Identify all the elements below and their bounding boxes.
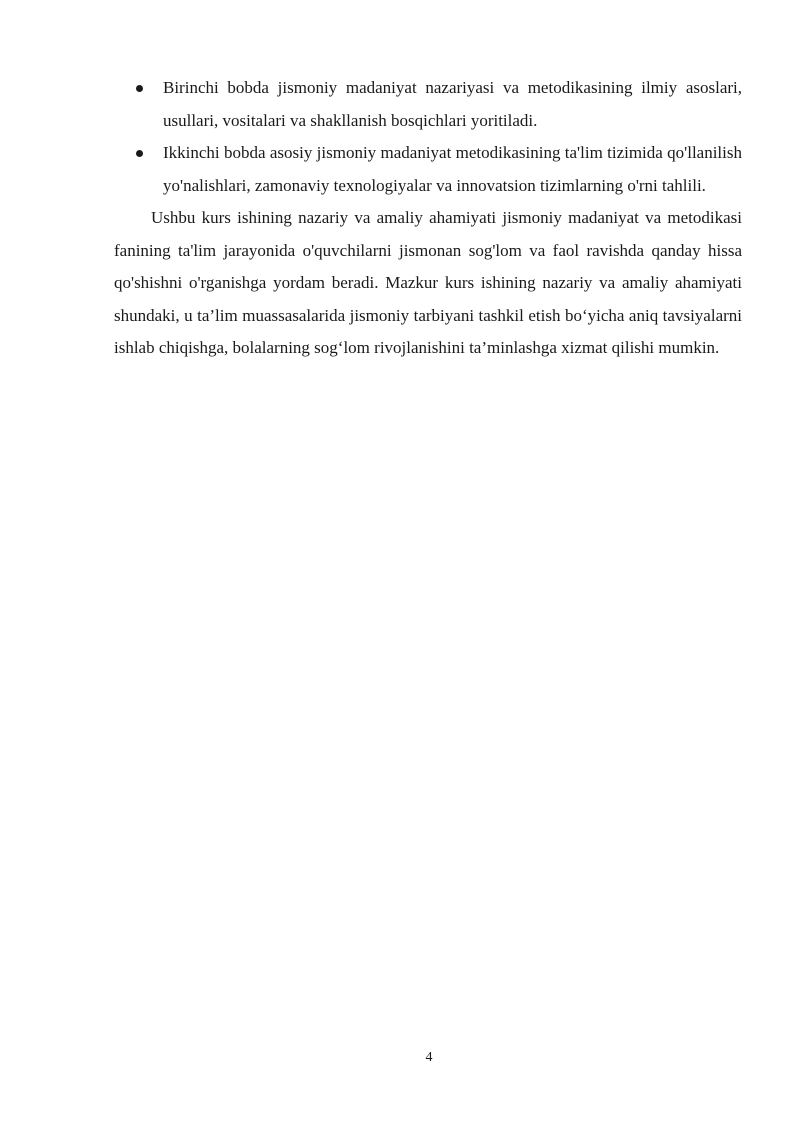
bullet-item-chapter-2 bbox=[114, 137, 742, 202]
bullet-text: Ikkinchi bobda asosiy jismoniy madaniyat metodikasining ta'lim tizimida qo'llanilish yo'nalishlari, zamonaviy texnologiyalar va innovatsion tizimlarning o'rni tahlili. bbox=[163, 143, 742, 195]
bullet-list bbox=[114, 72, 742, 202]
body-paragraph: Ushbu kurs ishining nazariy va amaliy ahamiyati jismoniy madaniyat va metodikasi fanining ta'lim jarayonida o'quvchilarni jismonan sog'lom va faol ravishda qanday hissa qo'shishni o'rganishga yordam beradi. Mazkur kurs ishining nazariy va amaliy ahamiyati shundaki, u ta’lim muassasalarida jismoniy tarbiyani tashkil etish bo‘yicha aniq tavsiyalarni ishlab chiqishga, bolalarning sog‘lom rivojlanishini ta’minlashga xizmat qilishi mumkin. bbox=[114, 208, 742, 357]
bullet-dot-icon bbox=[136, 85, 143, 92]
page-number: 4 bbox=[425, 1050, 433, 1065]
page-content bbox=[114, 72, 742, 365]
bullet-item-chapter-1 bbox=[114, 72, 742, 137]
bullet-dot-icon bbox=[136, 150, 143, 157]
bullet-text: Birinchi bobda jismoniy madaniyat nazariyasi va metodikasining ilmiy asoslari, usullari, vositalari va shakllanish bosqichlari yoritiladi. bbox=[163, 78, 742, 130]
